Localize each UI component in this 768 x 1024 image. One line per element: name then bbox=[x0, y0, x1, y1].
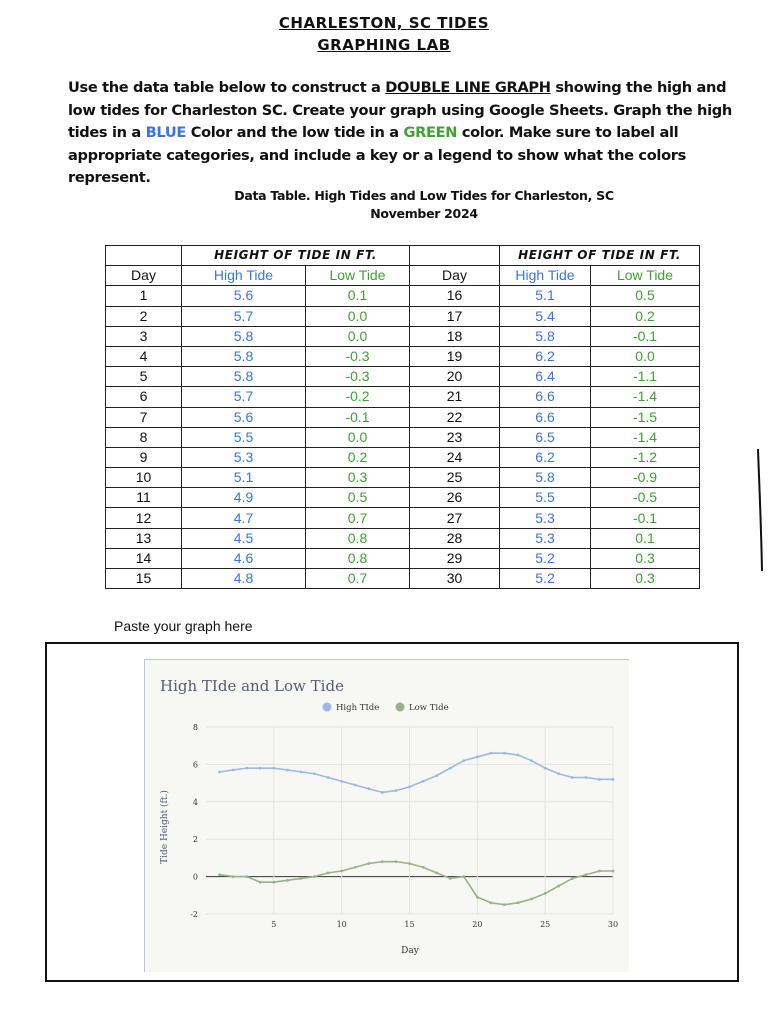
series-point-high-tide bbox=[272, 767, 275, 770]
cell-day: 1 bbox=[106, 286, 182, 306]
cell-high-tide: 5.8 bbox=[182, 326, 306, 346]
cell-day: 20 bbox=[410, 367, 500, 387]
series-point-low-tide bbox=[327, 871, 330, 874]
series-point-low-tide bbox=[462, 875, 465, 878]
cell-low-tide: -1.1 bbox=[591, 367, 700, 387]
cell-high-tide: 6.4 bbox=[500, 367, 591, 387]
cell-day: 18 bbox=[410, 326, 500, 346]
series-point-low-tide bbox=[422, 866, 425, 869]
series-point-high-tide bbox=[517, 754, 520, 757]
series-point-low-tide bbox=[571, 877, 574, 880]
legend-marker-high-tide bbox=[323, 703, 332, 712]
series-point-high-tide bbox=[530, 759, 533, 762]
y-tick-label: 4 bbox=[192, 797, 198, 807]
cell-low-tide: 0.5 bbox=[306, 488, 410, 508]
cell-low-tide: -0.1 bbox=[306, 407, 410, 427]
cell-day: 5 bbox=[106, 367, 182, 387]
cell-low-tide: -1.4 bbox=[591, 387, 700, 407]
cell-day: 11 bbox=[106, 488, 182, 508]
series-point-high-tide bbox=[354, 784, 357, 787]
cell-low-tide: 0.3 bbox=[591, 548, 700, 568]
series-point-high-tide bbox=[571, 776, 574, 779]
instructions-green-word: GREEN bbox=[403, 124, 458, 141]
chart-title: High TIde and Low Tide bbox=[160, 677, 344, 695]
table-row bbox=[106, 346, 700, 366]
cell-high-tide: 6.2 bbox=[500, 346, 591, 366]
cell-day: 23 bbox=[410, 427, 500, 447]
cell-high-tide: 5.3 bbox=[500, 528, 591, 548]
chart-panel bbox=[144, 659, 629, 972]
x-axis-label: Day bbox=[401, 946, 419, 956]
col-header-low-tide: Low Tide bbox=[591, 266, 700, 286]
cell-high-tide: 5.8 bbox=[500, 326, 591, 346]
cell-high-tide: 6.6 bbox=[500, 387, 591, 407]
cell-low-tide: -0.1 bbox=[591, 508, 700, 528]
legend-marker-low-tide bbox=[396, 703, 405, 712]
cell-day: 19 bbox=[410, 346, 500, 366]
table-group-header-right: HEIGHT OF TIDE IN FT. bbox=[500, 246, 700, 266]
series-point-low-tide bbox=[354, 866, 357, 869]
cell-day: 7 bbox=[106, 407, 182, 427]
cell-low-tide: 0.3 bbox=[306, 468, 410, 488]
cell-high-tide: 4.5 bbox=[182, 528, 306, 548]
table-row bbox=[106, 326, 700, 346]
cell-day: 21 bbox=[410, 387, 500, 407]
cell-low-tide: -0.1 bbox=[591, 326, 700, 346]
series-point-high-tide bbox=[612, 778, 615, 781]
table-row bbox=[106, 286, 700, 306]
y-tick-label: 8 bbox=[192, 723, 198, 732]
cell-day: 28 bbox=[410, 528, 500, 548]
cell-high-tide: 5.5 bbox=[182, 427, 306, 447]
col-header-high-tide: High Tide bbox=[500, 266, 591, 286]
cell-low-tide: 0.2 bbox=[591, 306, 700, 326]
series-point-high-tide bbox=[422, 780, 425, 783]
table-row bbox=[106, 569, 700, 589]
cell-day: 26 bbox=[410, 488, 500, 508]
table-group-header-left: HEIGHT OF TIDE IN FT. bbox=[182, 246, 410, 266]
series-point-low-tide bbox=[598, 870, 601, 873]
x-tick-label: 5 bbox=[271, 920, 277, 929]
cell-low-tide: -0.3 bbox=[306, 367, 410, 387]
cell-day: 14 bbox=[106, 548, 182, 568]
cell-high-tide: 6.6 bbox=[500, 407, 591, 427]
cell-high-tide: 5.7 bbox=[182, 387, 306, 407]
cell-day: 8 bbox=[106, 427, 182, 447]
cell-high-tide: 4.6 bbox=[182, 548, 306, 568]
col-header-day: Day bbox=[410, 266, 500, 286]
cell-high-tide: 5.2 bbox=[500, 548, 591, 568]
table-row bbox=[106, 306, 700, 326]
cell-low-tide: -0.9 bbox=[591, 468, 700, 488]
series-point-high-tide bbox=[218, 770, 221, 773]
series-point-low-tide bbox=[503, 903, 506, 906]
cell-low-tide: -1.4 bbox=[591, 427, 700, 447]
chart-grid bbox=[206, 727, 613, 914]
cell-high-tide: 5.3 bbox=[500, 508, 591, 528]
cell-high-tide: 5.5 bbox=[500, 488, 591, 508]
series-point-high-tide bbox=[503, 752, 506, 755]
cell-low-tide: 0.8 bbox=[306, 528, 410, 548]
cell-day: 30 bbox=[410, 569, 500, 589]
cell-day: 17 bbox=[410, 306, 500, 326]
legend-label-high-tide: High TIde bbox=[336, 703, 380, 713]
x-tick-label: 30 bbox=[607, 920, 619, 929]
cell-day: 29 bbox=[410, 548, 500, 568]
cell-day: 9 bbox=[106, 447, 182, 467]
margin-pen-mark bbox=[757, 449, 763, 571]
series-point-high-tide bbox=[449, 767, 452, 770]
series-point-low-tide bbox=[286, 879, 289, 882]
series-point-high-tide bbox=[286, 769, 289, 772]
series-point-low-tide bbox=[313, 875, 316, 878]
series-point-low-tide bbox=[218, 873, 221, 876]
cell-high-tide: 5.1 bbox=[500, 286, 591, 306]
tide-data-table bbox=[105, 245, 700, 589]
series-point-low-tide bbox=[300, 877, 303, 880]
y-axis-label: Tide Height (ft.) bbox=[160, 790, 170, 864]
col-header-high-tide: High Tide bbox=[182, 266, 306, 286]
cell-day: 25 bbox=[410, 468, 500, 488]
chart-legend bbox=[323, 703, 449, 714]
series-point-low-tide bbox=[584, 873, 587, 876]
cell-high-tide: 5.8 bbox=[182, 367, 306, 387]
cell-low-tide: 0.5 bbox=[591, 286, 700, 306]
cell-high-tide: 5.6 bbox=[182, 286, 306, 306]
lab-title-line1: CHARLESTON, SC TIDES bbox=[278, 14, 490, 32]
series-point-low-tide bbox=[530, 898, 533, 901]
cell-high-tide: 5.7 bbox=[182, 306, 306, 326]
cell-high-tide: 6.2 bbox=[500, 447, 591, 467]
cell-high-tide: 6.5 bbox=[500, 427, 591, 447]
cell-day: 27 bbox=[410, 508, 500, 528]
cell-high-tide: 5.3 bbox=[182, 447, 306, 467]
cell-low-tide: 0.1 bbox=[591, 528, 700, 548]
series-point-low-tide bbox=[340, 870, 343, 873]
legend-label-low-tide: Low Tide bbox=[409, 703, 449, 713]
table-row bbox=[106, 427, 700, 447]
cell-day: 10 bbox=[106, 468, 182, 488]
instructions-paragraph bbox=[68, 77, 738, 190]
x-tick-label: 20 bbox=[472, 920, 483, 929]
cell-high-tide: 5.8 bbox=[500, 468, 591, 488]
series-line-low-tide bbox=[220, 862, 613, 905]
instructions-blue-word: BLUE bbox=[145, 124, 186, 141]
table-row bbox=[106, 387, 700, 407]
series-point-high-tide bbox=[395, 789, 398, 792]
cell-high-tide: 5.4 bbox=[500, 306, 591, 326]
cell-low-tide: 0.0 bbox=[306, 306, 410, 326]
cell-low-tide: -0.5 bbox=[591, 488, 700, 508]
table-row bbox=[106, 407, 700, 427]
series-point-high-tide bbox=[544, 767, 547, 770]
cell-day: 2 bbox=[106, 306, 182, 326]
cell-day: 24 bbox=[410, 447, 500, 467]
cell-high-tide: 4.8 bbox=[182, 569, 306, 589]
x-tick-label: 10 bbox=[336, 920, 347, 929]
table-column-header-row bbox=[106, 266, 700, 286]
cell-day: 6 bbox=[106, 387, 182, 407]
cell-low-tide: 0.0 bbox=[306, 427, 410, 447]
cell-day: 13 bbox=[106, 528, 182, 548]
cell-low-tide: -1.5 bbox=[591, 407, 700, 427]
series-point-low-tide bbox=[395, 860, 398, 863]
series-point-low-tide bbox=[557, 885, 560, 888]
series-point-low-tide bbox=[435, 871, 438, 874]
instructions-text-1: Use the data table below to construct a bbox=[68, 79, 386, 96]
cell-high-tide: 4.9 bbox=[182, 488, 306, 508]
instructions-double-line-graph: DOUBLE LINE GRAPH bbox=[385, 79, 551, 96]
series-point-low-tide bbox=[272, 881, 275, 884]
cell-low-tide: -0.2 bbox=[306, 387, 410, 407]
cell-low-tide: 0.3 bbox=[591, 569, 700, 589]
x-tick-label: 25 bbox=[540, 920, 551, 929]
table-row bbox=[106, 468, 700, 488]
col-header-low-tide: Low Tide bbox=[306, 266, 410, 286]
paste-graph-label: Paste your graph here bbox=[114, 618, 253, 634]
cell-low-tide: 0.7 bbox=[306, 508, 410, 528]
cell-low-tide: 0.0 bbox=[591, 346, 700, 366]
cell-day: 4 bbox=[106, 346, 182, 366]
y-tick-label: 6 bbox=[192, 760, 198, 770]
series-point-low-tide bbox=[612, 870, 615, 873]
series-point-low-tide bbox=[544, 892, 547, 895]
series-point-high-tide bbox=[232, 769, 235, 772]
series-line-high-tide bbox=[220, 753, 613, 792]
lab-title-line2: GRAPHING LAB bbox=[317, 36, 451, 54]
table-row bbox=[106, 528, 700, 548]
y-tick-label: 2 bbox=[192, 835, 198, 845]
cell-low-tide: 0.8 bbox=[306, 548, 410, 568]
table-group-header-row bbox=[106, 246, 700, 266]
series-point-low-tide bbox=[232, 875, 235, 878]
instructions-text-4: color. Make sure to label all appropriate categories, and include a key or a legend to show what the colors represent. bbox=[68, 124, 686, 186]
series-point-low-tide bbox=[381, 860, 384, 863]
instructions-text-3: Color and the low tide in a bbox=[185, 124, 404, 141]
series-point-high-tide bbox=[476, 756, 479, 759]
cell-high-tide: 4.7 bbox=[182, 508, 306, 528]
x-tick-label: 15 bbox=[404, 920, 415, 929]
series-point-high-tide bbox=[300, 770, 303, 773]
cell-low-tide: -1.2 bbox=[591, 447, 700, 467]
chart-lines bbox=[218, 752, 614, 906]
series-point-high-tide bbox=[313, 772, 316, 775]
table-caption-line1: Data Table. High Tides and Low Tides for Charleston, SC bbox=[234, 188, 614, 203]
table-blank-cell bbox=[410, 246, 500, 266]
series-point-high-tide bbox=[340, 780, 343, 783]
cell-low-tide: 0.2 bbox=[306, 447, 410, 467]
series-point-high-tide bbox=[490, 752, 493, 755]
series-point-low-tide bbox=[408, 862, 411, 865]
series-point-low-tide bbox=[490, 901, 493, 904]
cell-low-tide: 0.0 bbox=[306, 326, 410, 346]
series-point-high-tide bbox=[598, 778, 601, 781]
series-point-high-tide bbox=[367, 787, 370, 790]
table-row bbox=[106, 488, 700, 508]
series-point-high-tide bbox=[245, 767, 248, 770]
series-point-high-tide bbox=[557, 772, 560, 775]
y-tick-label: 0 bbox=[192, 872, 198, 882]
y-tick-label: -2 bbox=[190, 910, 198, 919]
cell-day: 3 bbox=[106, 326, 182, 346]
cell-high-tide: 5.6 bbox=[182, 407, 306, 427]
series-point-low-tide bbox=[476, 896, 479, 899]
cell-low-tide: 0.1 bbox=[306, 286, 410, 306]
cell-low-tide: 0.7 bbox=[306, 569, 410, 589]
cell-day: 22 bbox=[410, 407, 500, 427]
series-point-high-tide bbox=[584, 776, 587, 779]
series-point-high-tide bbox=[462, 759, 465, 762]
cell-high-tide: 5.2 bbox=[500, 569, 591, 589]
col-header-day: Day bbox=[106, 266, 182, 286]
series-point-low-tide bbox=[367, 862, 370, 865]
cell-high-tide: 5.1 bbox=[182, 468, 306, 488]
instructions-text-2: showing the high and low tides for Charleston SC. Create your graph using Google Sheets. Graph the high tides in a bbox=[68, 79, 732, 141]
cell-high-tide: 5.8 bbox=[182, 346, 306, 366]
cell-day: 15 bbox=[106, 569, 182, 589]
table-row bbox=[106, 508, 700, 528]
table-row bbox=[106, 447, 700, 467]
chart-ticks bbox=[190, 723, 618, 929]
cell-low-tide: -0.3 bbox=[306, 346, 410, 366]
table-row bbox=[106, 367, 700, 387]
series-point-low-tide bbox=[517, 901, 520, 904]
series-point-high-tide bbox=[327, 776, 330, 779]
table-blank-cell bbox=[106, 246, 182, 266]
table-row bbox=[106, 548, 700, 568]
series-point-high-tide bbox=[408, 785, 411, 788]
table-caption-line2: November 2024 bbox=[370, 206, 478, 221]
cell-day: 12 bbox=[106, 508, 182, 528]
series-point-low-tide bbox=[259, 881, 262, 884]
series-point-low-tide bbox=[449, 877, 452, 880]
tide-line-chart bbox=[145, 660, 629, 972]
series-point-high-tide bbox=[435, 774, 438, 777]
series-point-low-tide bbox=[245, 875, 248, 878]
series-point-high-tide bbox=[381, 791, 384, 794]
series-point-high-tide bbox=[259, 767, 262, 770]
cell-day: 16 bbox=[410, 286, 500, 306]
table-body bbox=[106, 286, 700, 589]
